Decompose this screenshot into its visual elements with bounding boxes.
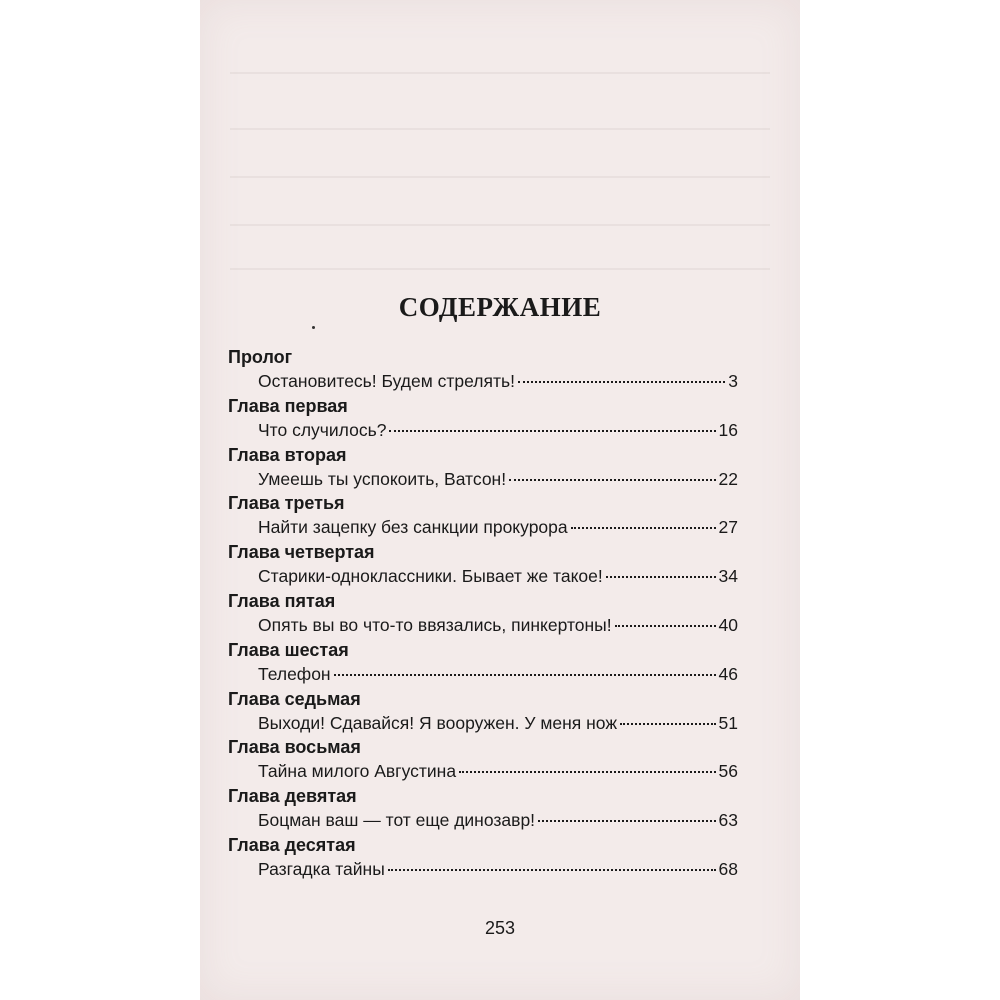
chapter-heading: Глава вторая xyxy=(228,444,347,465)
print-speck xyxy=(312,326,315,329)
dot-leader xyxy=(620,723,715,725)
show-through-line xyxy=(230,128,770,130)
toc-entry[interactable] xyxy=(258,613,738,637)
chapter-heading: Глава седьмая xyxy=(228,688,361,709)
chapter-heading: Глава десятая xyxy=(228,834,356,855)
chapter-title: Что случилось? xyxy=(258,419,387,440)
dot-leader xyxy=(334,674,716,676)
chapter-title: Опять вы во что-то ввязались, пинкертоны! xyxy=(258,614,612,635)
chapter-page-number: 68 xyxy=(718,858,738,879)
toc-entry[interactable] xyxy=(258,467,738,491)
chapter-title: Телефон xyxy=(258,663,331,684)
toc-chapter xyxy=(228,833,738,882)
toc-entry[interactable] xyxy=(258,564,738,588)
dot-leader xyxy=(509,479,715,481)
show-through-line xyxy=(230,268,770,270)
toc-entry[interactable] xyxy=(258,662,738,686)
show-through-line xyxy=(230,224,770,226)
chapter-title: Тайна милого Августина xyxy=(258,761,457,782)
chapter-page-number: 51 xyxy=(718,712,738,733)
toc-chapter xyxy=(228,443,738,492)
toc-entry[interactable] xyxy=(258,857,738,881)
toc-chapter xyxy=(228,687,738,736)
chapter-page-number: 22 xyxy=(718,468,738,489)
dot-leader xyxy=(389,430,715,432)
dot-leader xyxy=(615,625,716,627)
dot-leader xyxy=(459,771,715,773)
toc-chapter xyxy=(228,589,738,638)
chapter-title: Разгадка тайны xyxy=(258,858,385,879)
show-through-line xyxy=(230,176,770,178)
toc-chapter xyxy=(228,540,738,589)
chapter-heading: Глава четвертая xyxy=(228,542,375,563)
toc-entry[interactable] xyxy=(258,711,738,735)
chapter-page-number: 56 xyxy=(718,761,738,782)
dot-leader xyxy=(606,576,716,578)
toc-chapter xyxy=(228,394,738,443)
show-through-line xyxy=(230,72,770,74)
chapter-page-number: 63 xyxy=(718,810,738,831)
page-number: 253 xyxy=(484,918,516,938)
chapter-title: Найти зацепку без санкции прокурора xyxy=(258,517,568,538)
toc-chapter xyxy=(228,784,738,833)
chapter-page-number: 34 xyxy=(718,566,738,587)
toc-chapter xyxy=(228,491,738,540)
toc-entry[interactable] xyxy=(258,369,738,393)
chapter-heading: Глава шестая xyxy=(228,639,349,660)
chapter-page-number: 27 xyxy=(718,517,738,538)
chapter-page-number: 16 xyxy=(718,419,738,440)
book-page xyxy=(200,0,800,1000)
toc-entry[interactable] xyxy=(258,515,738,539)
dot-leader xyxy=(538,820,715,822)
dot-leader xyxy=(571,527,716,529)
toc-entry[interactable] xyxy=(258,759,738,783)
toc-chapter xyxy=(228,735,738,784)
chapter-title: Остановитесь! Будем стрелять! xyxy=(258,371,515,391)
chapter-title: Выходи! Сдавайся! Я вооружен. У меня нож xyxy=(258,712,618,733)
chapter-heading: Глава третья xyxy=(228,493,345,514)
chapter-page-number: 46 xyxy=(718,663,738,684)
toc-entry[interactable] xyxy=(258,808,738,832)
toc-entry[interactable] xyxy=(258,418,738,442)
chapter-title: Боцман ваш — тот еще динозавр! xyxy=(258,810,536,831)
toc-title: СОДЕРЖАНИЕ xyxy=(398,292,602,322)
toc-chapter xyxy=(228,638,738,687)
chapter-title: Умеешь ты успокоить, Ватсон! xyxy=(258,468,507,489)
chapter-heading: Пролог xyxy=(228,347,293,367)
chapter-heading: Глава девятая xyxy=(228,786,357,807)
dot-leader xyxy=(518,381,725,383)
chapter-page-number: 3 xyxy=(728,371,738,391)
toc-chapter xyxy=(228,345,738,394)
dot-leader xyxy=(388,869,716,871)
chapter-heading: Глава восьмая xyxy=(228,737,361,758)
chapter-title: Старики-одноклассники. Бывает же такое! xyxy=(258,566,603,587)
chapter-page-number: 40 xyxy=(718,614,738,635)
chapter-heading: Глава первая xyxy=(228,395,348,416)
table-of-contents xyxy=(228,345,738,882)
chapter-heading: Глава пятая xyxy=(228,590,336,611)
